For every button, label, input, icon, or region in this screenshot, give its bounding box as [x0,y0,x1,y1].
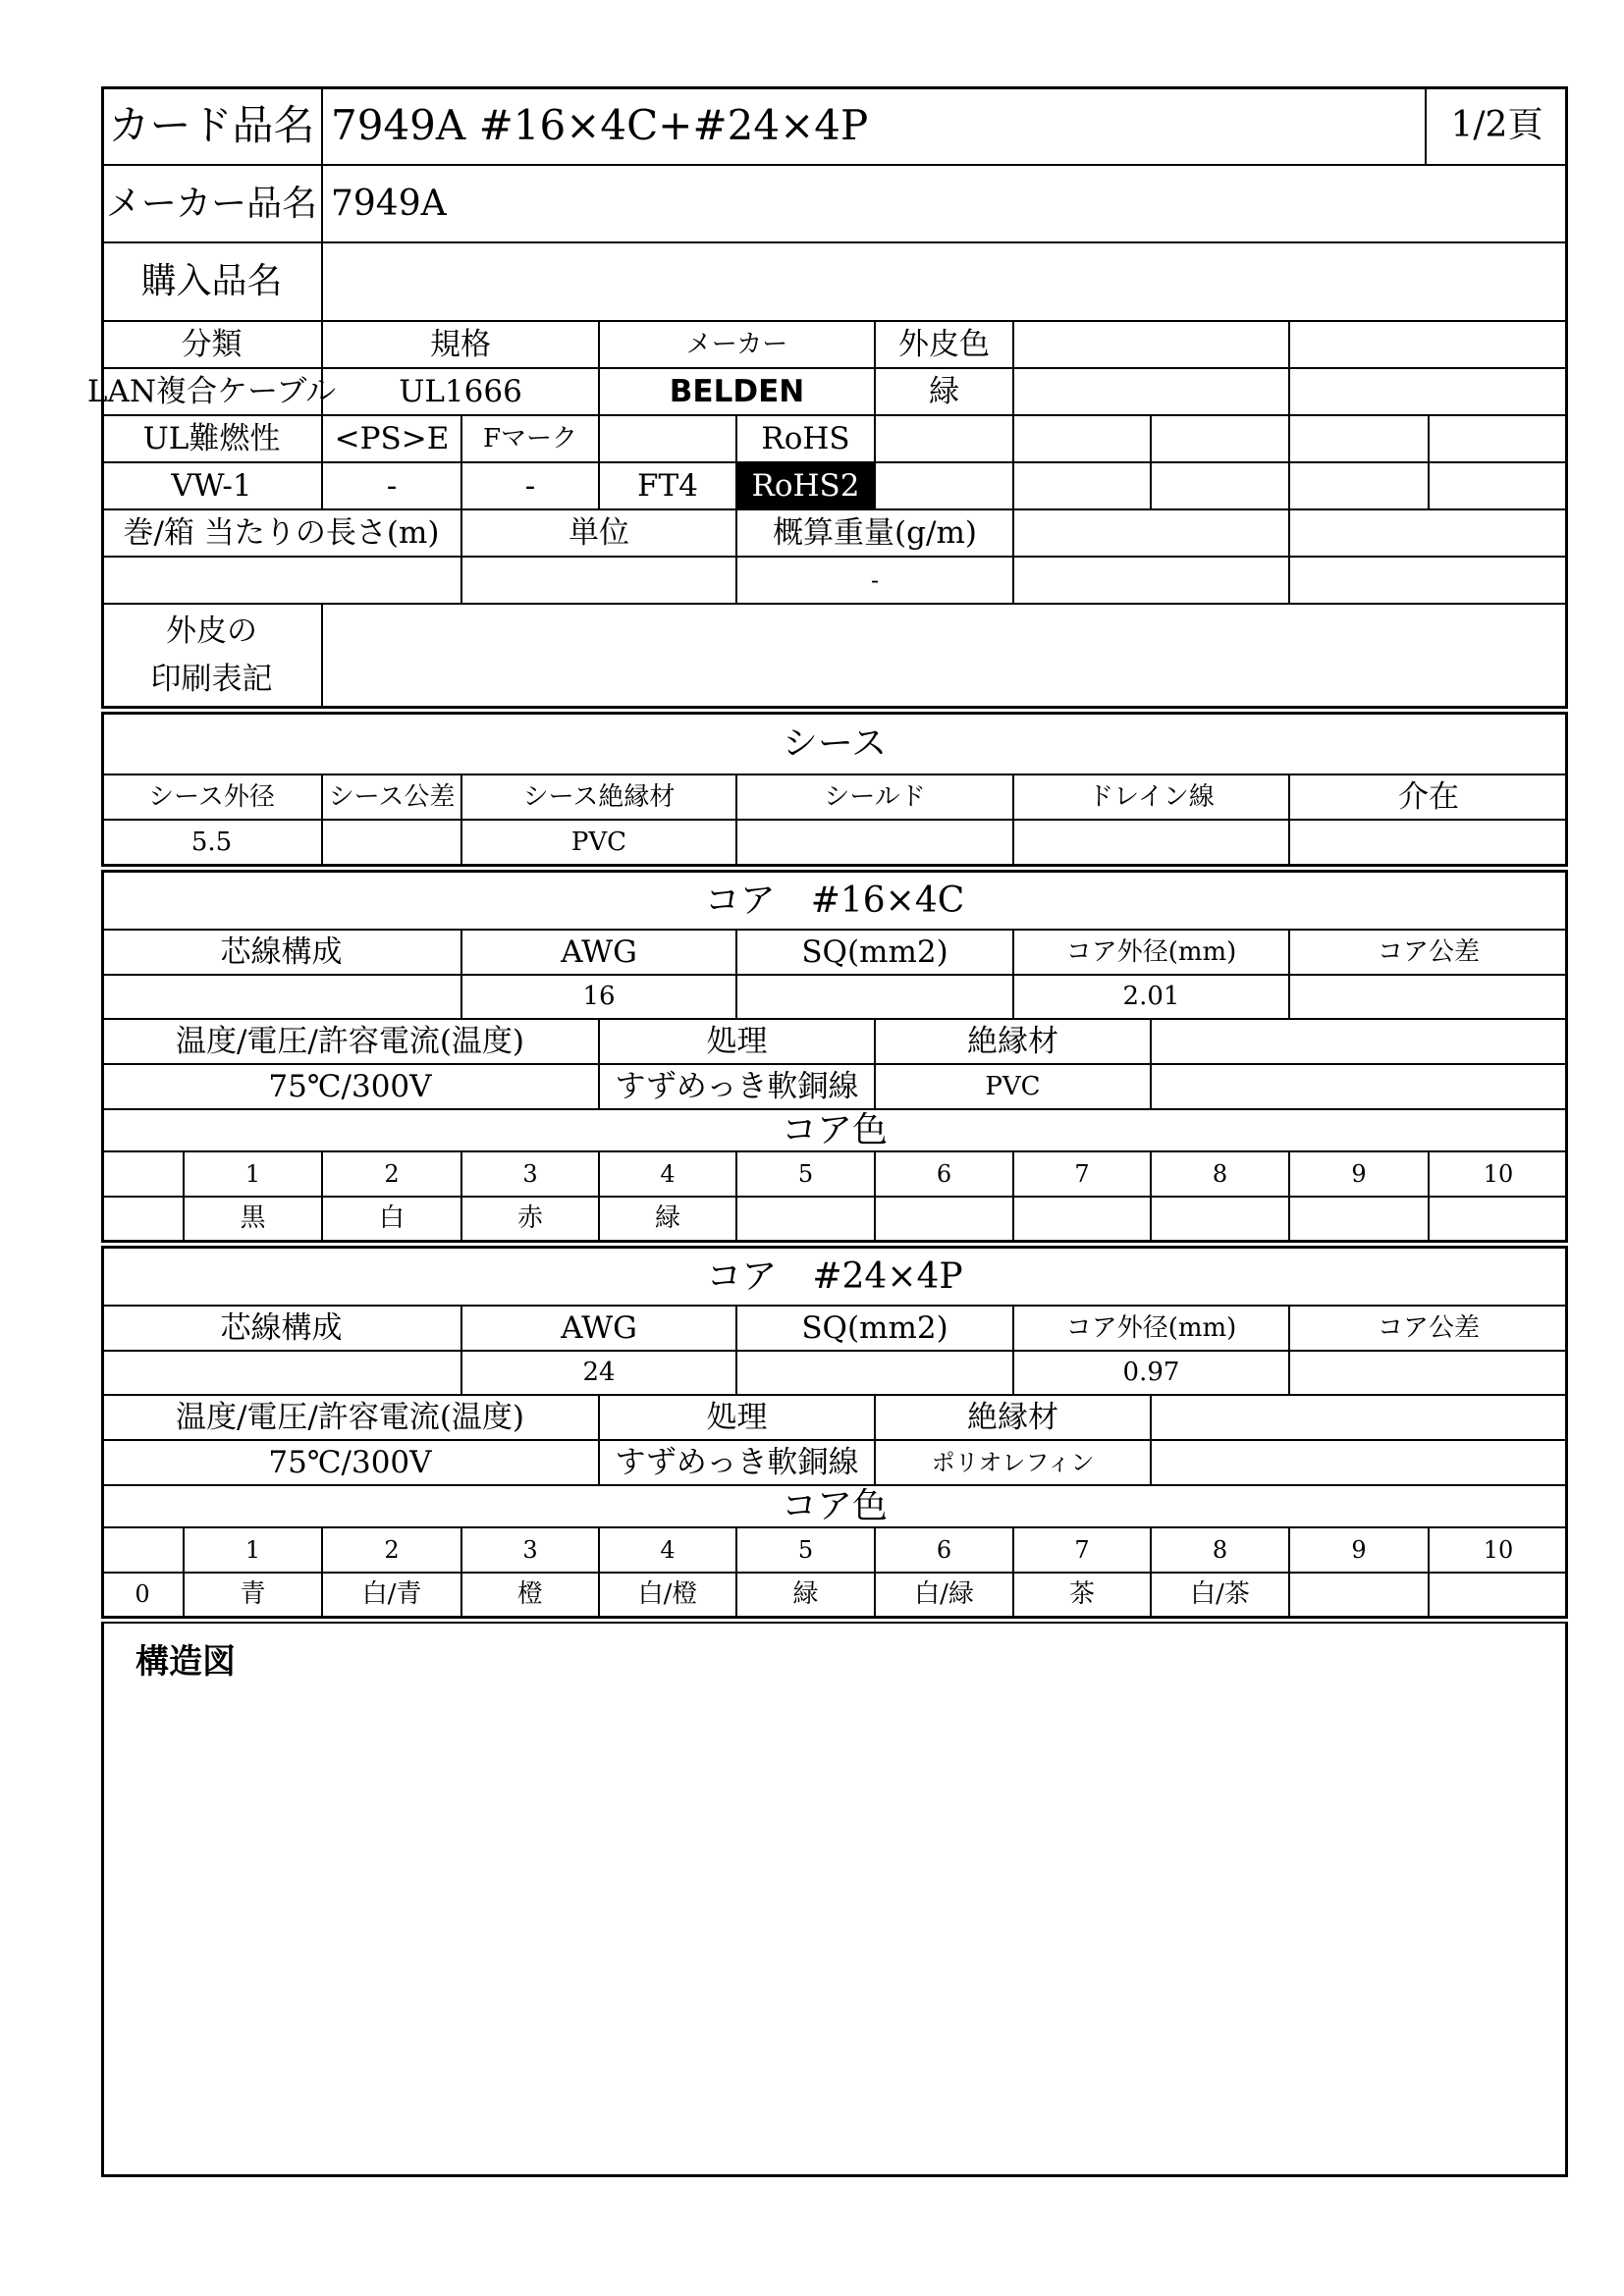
core2-awg-value: 24 [461,1351,736,1395]
core2-color-number: 2 [322,1527,461,1573]
core1-title: コア #16×4C [101,872,1568,930]
core1-color-number: 2 [322,1151,461,1197]
core2-color-value [1429,1573,1568,1617]
core1-conductor-value [101,975,461,1019]
blank-cell [1013,462,1151,509]
core1-color-value [1151,1197,1289,1241]
core1-color-value: 赤 [461,1197,599,1241]
core2-color-number: 6 [875,1527,1013,1573]
blank-cell [1289,462,1429,509]
blank-cell [1289,321,1568,368]
manufacturer-value: BELDEN [599,368,875,415]
core1-conductor-label: 芯線構成 [101,930,461,975]
filler-value [1289,820,1568,865]
core1-treatment-label: 処理 [599,1019,875,1064]
core1-awg-label: AWG [461,930,736,975]
category-value: LAN複合ケーブル [101,368,322,415]
blank-cell [1151,1064,1568,1109]
blank-cell [1289,557,1568,604]
core2-conductor-label: 芯線構成 [101,1306,461,1351]
blank-cell [1013,321,1289,368]
rohs-label: RoHS [736,415,875,462]
core1-awg-value: 16 [461,975,736,1019]
blank-cell [1289,415,1429,462]
sheath-insulation-value: PVC [461,820,736,865]
core2-temp-label: 温度/電圧/許容電流(温度) [101,1395,599,1440]
blank-cell [1013,557,1289,604]
core2-color-number: 10 [1429,1527,1568,1573]
core1-core-od-value: 2.01 [1013,975,1289,1019]
core2-color-number: 7 [1013,1527,1151,1573]
rohs-value: RoHS2 [736,462,875,509]
blank-cell [1429,415,1568,462]
blank-cell [875,415,1013,462]
core2-color-number: 1 [184,1527,322,1573]
sheath-insulation-label: シース絶縁材 [461,774,736,820]
print-marking-label [101,604,322,707]
core2-color-title: コア色 [101,1485,1568,1527]
f-mark-label: Fマーク [461,415,599,462]
unit-value [461,557,736,604]
core2-color-value: 白/茶 [1151,1573,1289,1617]
core2-sq-value [736,1351,1013,1395]
core1-color-number: 8 [1151,1151,1289,1197]
card-name-value: 7949A #16×4C+#24×4P [322,86,1426,165]
shield-label: シールド [736,774,1013,820]
category-label: 分類 [101,321,322,368]
blank-cell [101,1527,184,1573]
blank-cell [101,1151,184,1197]
unit-label: 単位 [461,509,736,557]
core1-color-number: 10 [1429,1151,1568,1197]
sheath-title: シース [101,714,1568,774]
structure-diagram-label: 構造図 [135,1642,236,1682]
extra-value: FT4 [599,462,736,509]
purchase-name-value [322,242,1568,321]
weight-value: - [736,557,1013,604]
core2-conductor-value [101,1351,461,1395]
core1-core-tolerance-label: コア公差 [1289,930,1568,975]
sheath-color-label: 外皮色 [875,321,1013,368]
core2-color-number: 8 [1151,1527,1289,1573]
blank-cell [1429,462,1568,509]
core2-core-tolerance-label: コア公差 [1289,1306,1568,1351]
blank-cell [1289,368,1568,415]
core1-color-value [736,1197,875,1241]
core1-temp-value: 75℃/300V [101,1064,599,1109]
core1-color-number: 1 [184,1151,322,1197]
standard-value: UL1666 [322,368,599,415]
print-marking-value [322,604,1568,707]
core1-core-od-label: コア外径(mm) [1013,930,1289,975]
core1-color-value: 白 [322,1197,461,1241]
ul-flame-rating-value: VW-1 [101,462,322,509]
core2-treatment-label: 処理 [599,1395,875,1440]
core1-color-title: コア色 [101,1109,1568,1151]
blank-cell [1151,415,1289,462]
core2-sq-label: SQ(mm2) [736,1306,1013,1351]
page-number: 1/2頁 [1426,86,1568,165]
blank-cell [1013,509,1289,557]
core1-temp-label: 温度/電圧/許容電流(温度) [101,1019,599,1064]
core1-color-number: 6 [875,1151,1013,1197]
core2-core-od-label: コア外径(mm) [1013,1306,1289,1351]
blank-cell [875,462,1013,509]
sheath-tolerance-label: シース公差 [322,774,461,820]
core1-color-value [1429,1197,1568,1241]
drain-wire-label: ドレイン線 [1013,774,1289,820]
core2-color-value [1289,1573,1429,1617]
blank-cell [1151,1395,1568,1440]
sheath-od-value: 5.5 [101,820,322,865]
maker-name-value: 7949A [322,165,1568,242]
core1-color-row-label [101,1197,184,1241]
ps-e-mark-label: <PS>E [322,415,461,462]
core1-color-number: 9 [1289,1151,1429,1197]
core2-color-value: 青 [184,1573,322,1617]
core2-color-value: 白/青 [322,1573,461,1617]
section-divider [101,707,1568,714]
core2-color-value: 白/橙 [599,1573,736,1617]
standard-label: 規格 [322,321,599,368]
core1-sq-value [736,975,1013,1019]
print-marking-label-line1: 外皮の [166,614,257,650]
section-divider [101,1617,1568,1624]
blank-cell [1151,1440,1568,1485]
section-divider [101,865,1568,872]
core2-color-value: 橙 [461,1573,599,1617]
print-marking-label-line2: 印刷表記 [150,661,273,697]
core1-insulation-label: 絶縁材 [875,1019,1151,1064]
core1-color-value: 黒 [184,1197,322,1241]
maker-name-label: メーカー品名 [101,165,322,242]
structure-diagram-area [101,1624,1568,2177]
core1-color-number: 7 [1013,1151,1151,1197]
section-divider [101,1241,1568,1248]
core2-temp-value: 75℃/300V [101,1440,599,1485]
core1-color-value [875,1197,1013,1241]
card-name-label: カード品名 [101,86,322,165]
length-per-reel-label: 巻/箱 当たりの長さ(m) [101,509,461,557]
core2-color-number: 4 [599,1527,736,1573]
core2-title: コア #24×4P [101,1248,1568,1306]
core2-color-row-label: 0 [101,1573,184,1617]
core2-color-value: 茶 [1013,1573,1151,1617]
drain-wire-value [1013,820,1289,865]
core1-color-value [1289,1197,1429,1241]
core2-treatment-value: すずめっき軟銅線 [599,1440,875,1485]
extra-label [599,415,736,462]
core2-awg-label: AWG [461,1306,736,1351]
core2-core-od-value: 0.97 [1013,1351,1289,1395]
core1-color-number: 5 [736,1151,875,1197]
core1-core-tolerance-value [1289,975,1568,1019]
blank-cell [1013,415,1151,462]
core1-color-value [1013,1197,1151,1241]
blank-cell [1289,509,1568,557]
core2-core-tolerance-value [1289,1351,1568,1395]
blank-cell [1013,368,1289,415]
core1-sq-label: SQ(mm2) [736,930,1013,975]
core2-color-number: 9 [1289,1527,1429,1573]
blank-cell [1151,1019,1568,1064]
core1-insulation-value: PVC [875,1064,1151,1109]
purchase-name-label: 購入品名 [101,242,322,321]
shield-value [736,820,1013,865]
core2-color-value: 緑 [736,1573,875,1617]
length-per-reel-value [101,557,461,604]
sheath-tolerance-value [322,820,461,865]
core1-color-number: 3 [461,1151,599,1197]
ps-e-mark-value: - [322,462,461,509]
blank-cell [1151,462,1289,509]
core2-color-value: 白/緑 [875,1573,1013,1617]
core2-insulation-value: ポリオレフィン [875,1440,1151,1485]
sheath-color-value: 緑 [875,368,1013,415]
weight-label: 概算重量(g/m) [736,509,1013,557]
ul-flame-rating-label: UL難燃性 [101,415,322,462]
manufacturer-label: メーカー [599,321,875,368]
core1-color-value: 緑 [599,1197,736,1241]
core2-color-number: 3 [461,1527,599,1573]
core1-treatment-value: すずめっき軟銅線 [599,1064,875,1109]
core1-color-number: 4 [599,1151,736,1197]
filler-label: 介在 [1289,774,1568,820]
sheath-od-label: シース外径 [101,774,322,820]
core2-color-number: 5 [736,1527,875,1573]
f-mark-value: - [461,462,599,509]
core2-insulation-label: 絶縁材 [875,1395,1151,1440]
